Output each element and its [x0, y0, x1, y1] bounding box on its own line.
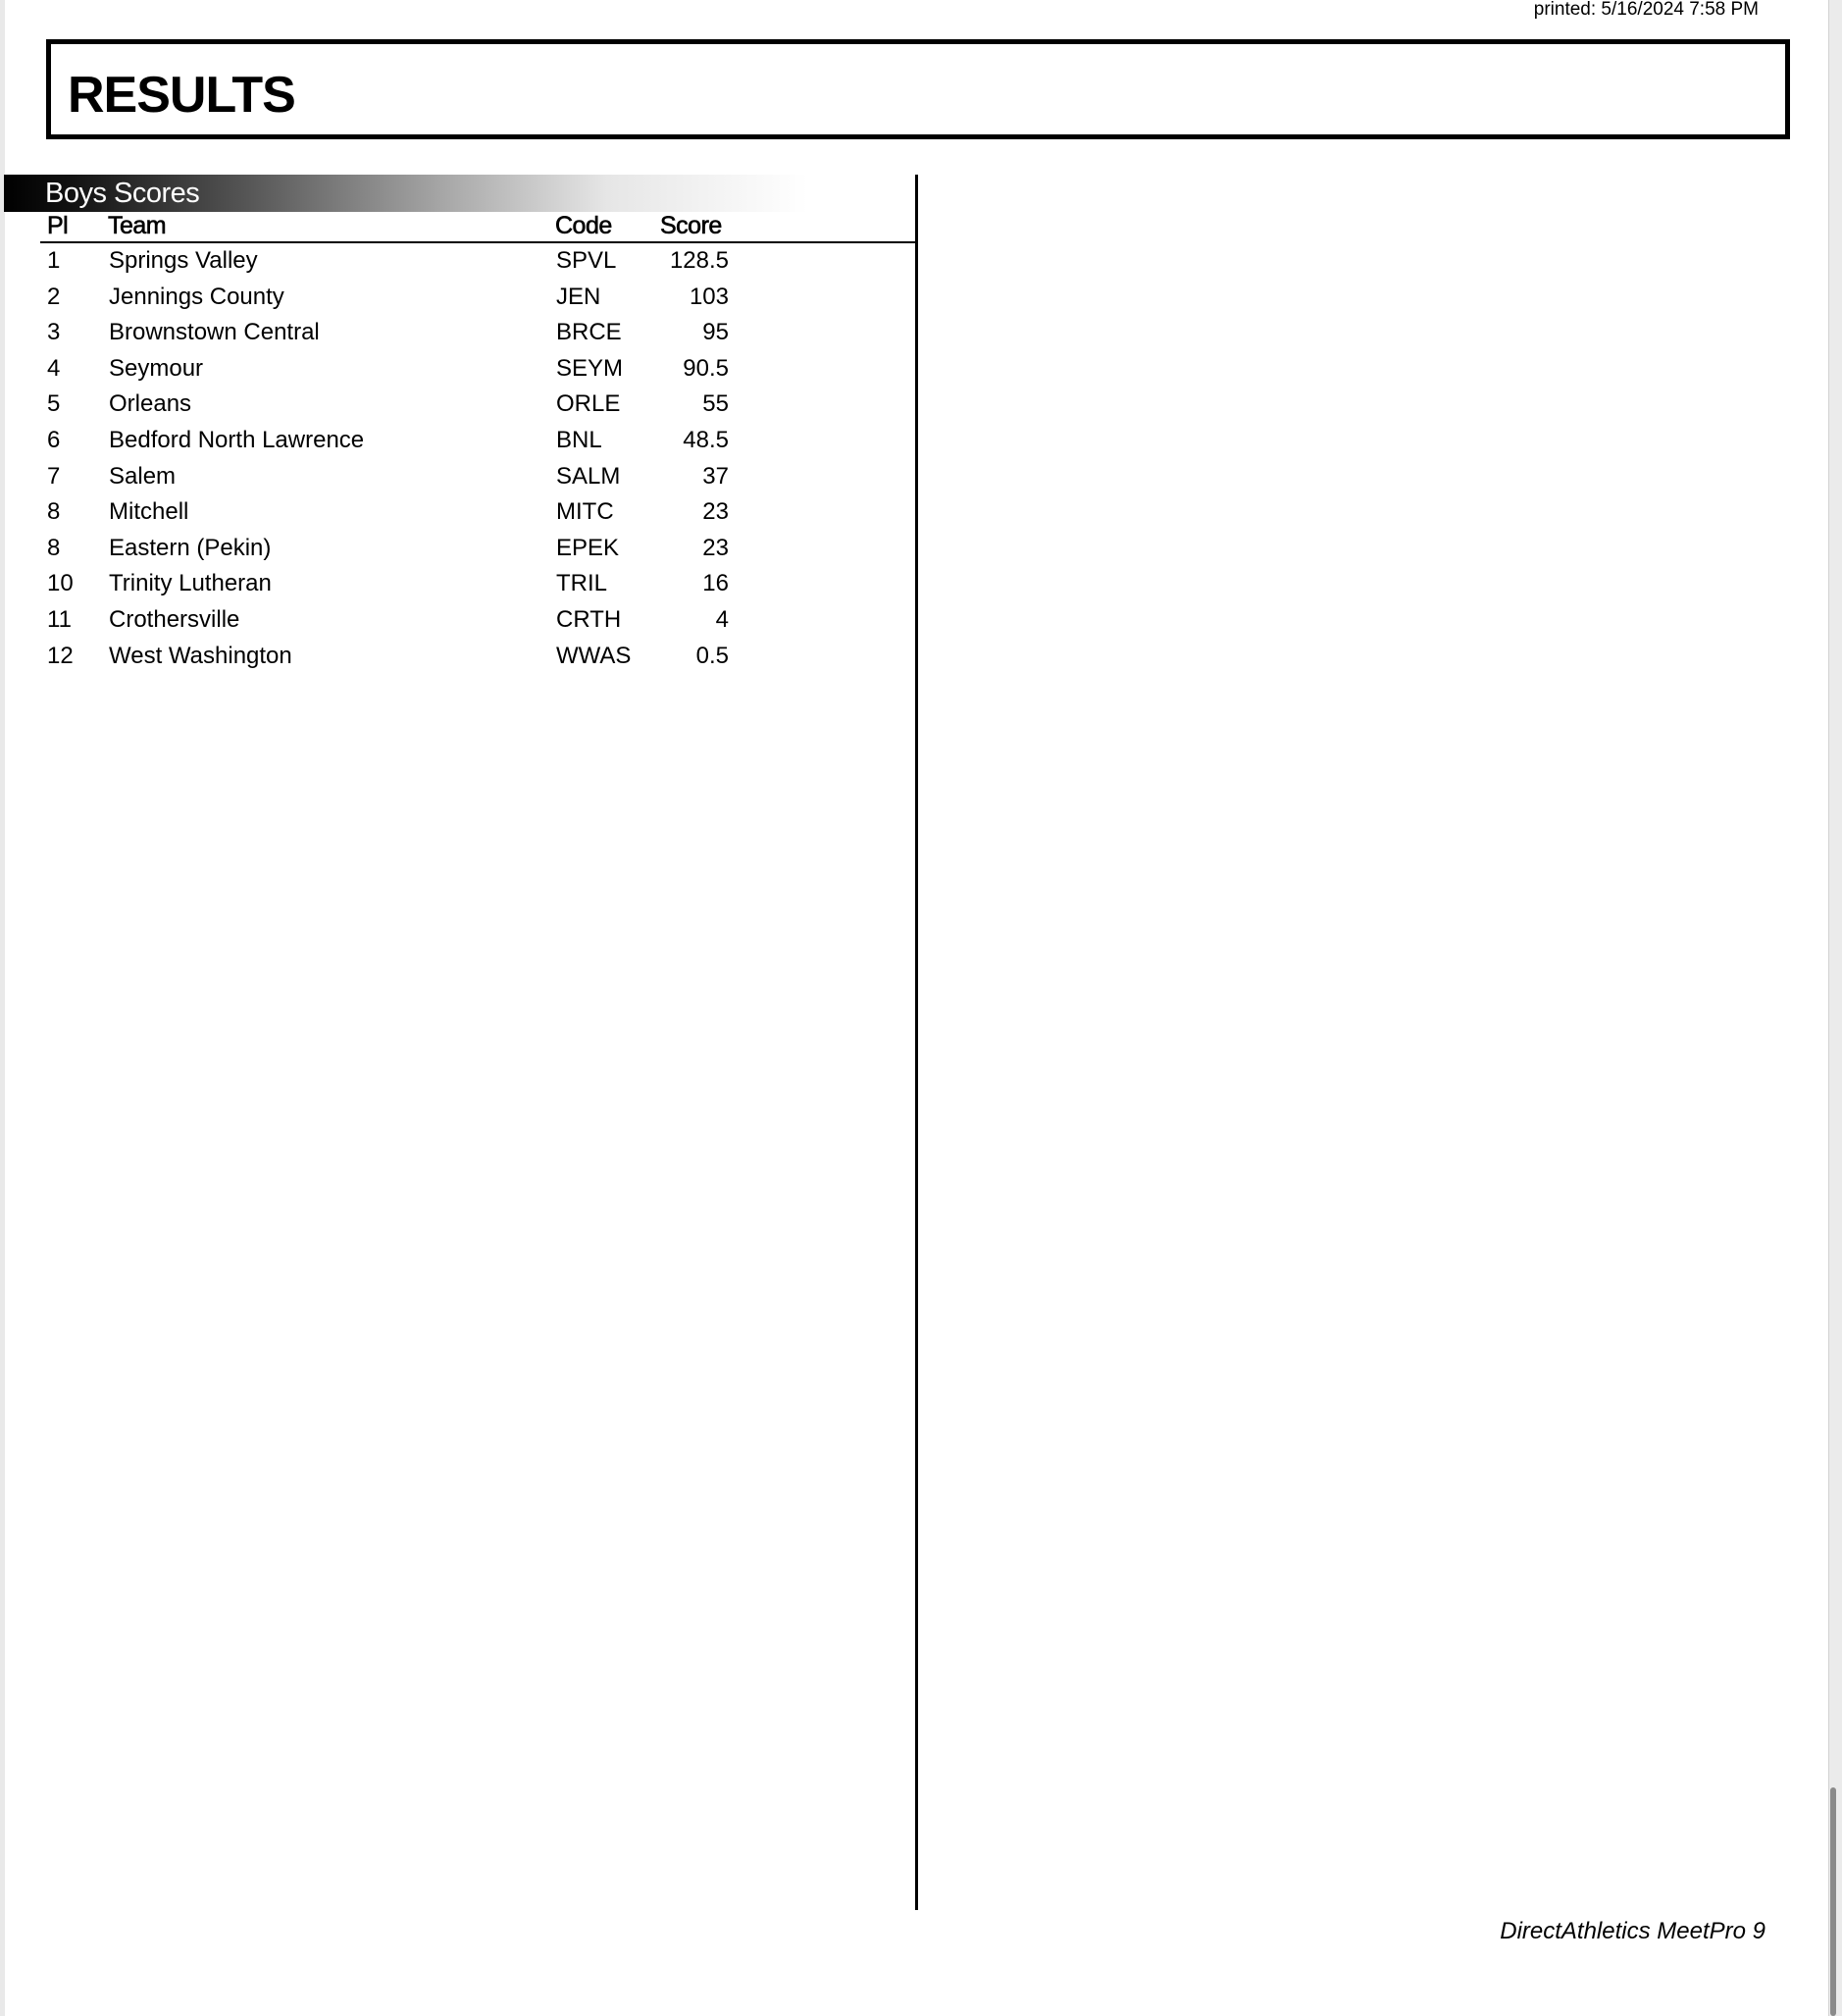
team-cell: Orleans — [109, 390, 192, 418]
team-cell: Salem — [109, 462, 177, 490]
code-cell: BRCE — [556, 319, 622, 346]
table-row — [40, 535, 825, 571]
team-cell: Jennings County — [109, 283, 284, 310]
score-cell: 16 — [702, 570, 729, 597]
table-row — [40, 247, 825, 284]
score-cell: 37 — [702, 462, 729, 490]
code-cell: JEN — [556, 283, 601, 310]
team-cell: Brownstown Central — [109, 319, 320, 346]
score-cell: 4 — [715, 605, 729, 633]
place-cell: 1 — [47, 247, 61, 274]
scores-table-body — [40, 247, 825, 678]
table-row — [40, 319, 825, 355]
score-cell: 23 — [702, 498, 729, 526]
table-row — [40, 390, 825, 427]
column-header-code: Code — [555, 212, 612, 239]
title-box — [46, 39, 1790, 139]
score-cell: 55 — [702, 390, 729, 418]
place-cell: 6 — [47, 426, 61, 453]
table-header — [40, 212, 917, 243]
score-cell: 90.5 — [683, 354, 729, 382]
printed-timestamp: printed: 5/16/2024 7:58 PM — [1533, 0, 1759, 20]
code-cell: ORLE — [556, 390, 621, 418]
table-row — [40, 570, 825, 606]
score-cell: 0.5 — [695, 642, 729, 669]
code-cell: CRTH — [556, 605, 622, 633]
score-cell: 23 — [702, 534, 729, 561]
place-cell: 7 — [47, 462, 61, 490]
place-cell: 8 — [47, 534, 61, 561]
table-row — [40, 427, 825, 463]
place-cell: 8 — [47, 498, 61, 526]
code-cell: SPVL — [556, 247, 617, 274]
team-cell: Crothersville — [109, 605, 240, 633]
table-row — [40, 498, 825, 535]
page-title: RESULTS — [68, 67, 295, 124]
code-cell: MITC — [556, 498, 614, 526]
score-cell: 95 — [702, 319, 729, 346]
place-cell: 5 — [47, 390, 61, 418]
column-header-place: Pl — [47, 212, 69, 239]
team-cell: Seymour — [109, 354, 204, 382]
code-cell: SALM — [556, 462, 621, 490]
team-cell: Eastern (Pekin) — [109, 534, 272, 561]
table-row — [40, 643, 825, 679]
code-cell: WWAS — [556, 642, 632, 669]
code-cell: SEYM — [556, 354, 624, 382]
team-cell: Bedford North Lawrence — [109, 426, 365, 453]
scrollbar-thumb[interactable] — [1830, 1787, 1836, 2016]
table-row — [40, 606, 825, 643]
page-left-edge — [0, 0, 5, 2016]
team-cell: West Washington — [109, 642, 292, 669]
score-cell: 48.5 — [683, 426, 729, 453]
place-cell: 4 — [47, 354, 61, 382]
team-cell: Trinity Lutheran — [109, 570, 272, 597]
section-title: Boys Scores — [45, 178, 200, 209]
table-row — [40, 355, 825, 391]
place-cell: 11 — [47, 605, 72, 633]
code-cell: TRIL — [556, 570, 608, 597]
code-cell: BNL — [556, 426, 602, 453]
team-cell: Mitchell — [109, 498, 189, 526]
score-cell: 128.5 — [669, 247, 729, 274]
place-cell: 10 — [47, 570, 74, 597]
place-cell: 2 — [47, 283, 61, 310]
column-header-team: Team — [108, 212, 167, 239]
code-cell: EPEK — [556, 534, 620, 561]
table-row — [40, 463, 825, 499]
column-divider — [915, 175, 918, 1910]
place-cell: 12 — [47, 642, 74, 669]
score-cell: 103 — [689, 283, 729, 310]
table-row — [40, 284, 825, 320]
column-header-score: Score — [660, 212, 722, 239]
team-cell: Springs Valley — [109, 247, 258, 274]
software-credit: DirectAthletics MeetPro 9 — [1500, 1918, 1765, 1944]
place-cell: 3 — [47, 319, 61, 346]
scrollbar-track[interactable] — [1828, 0, 1842, 2016]
